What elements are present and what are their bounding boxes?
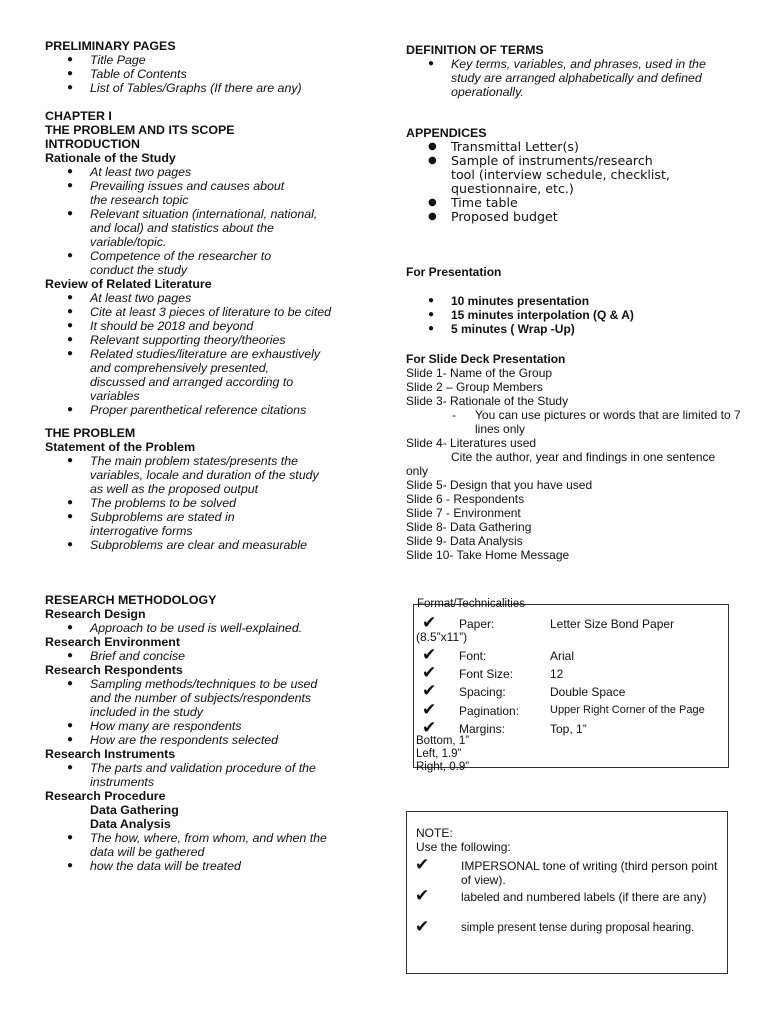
design-heading: Research Design: [45, 607, 146, 621]
procedure-list: [45, 831, 345, 873]
margin-left: Left, 1.9”: [416, 748, 462, 760]
list-item: ● The how, where, from whom, and when the data will be gathered: [67, 831, 327, 859]
preliminary-title: PRELIMINARY PAGES: [45, 39, 176, 53]
format-margins-cont: [416, 735, 469, 774]
checkmark-icon: ✔: [422, 681, 437, 700]
slide-4: Slide 4- Literatures used: [406, 436, 537, 450]
preliminary-list: [45, 53, 365, 95]
format-row-paper: ✔ Paper: Letter Size Bond Paper: [422, 613, 675, 632]
checkmark-icon: ✔: [422, 645, 437, 664]
format-row-pagination: ✔ Pagination: Upper Right Corner of the Page: [422, 700, 705, 719]
chapter-title: THE PROBLEM AND ITS SCOPE: [45, 123, 235, 137]
problem-section: [45, 426, 365, 552]
list-item: ● It should be 2018 and beyond: [67, 319, 254, 333]
procedure-sub-analysis: Data Analysis: [90, 817, 171, 831]
list-item: ● How are the respondents selected: [67, 733, 279, 747]
list-item: ● Subproblems are stated in interrogative forms: [67, 510, 235, 538]
presentation-heading: For Presentation: [406, 265, 502, 279]
list-item: ● Time table: [428, 195, 518, 210]
format-row-size: ✔ Font Size: 12: [422, 663, 564, 682]
presentation-list: [406, 294, 746, 336]
slide-6: Slide 6 - Respondents: [406, 492, 525, 506]
chapter-section: [45, 109, 365, 417]
methodology-section: [45, 593, 365, 873]
checkmark-icon: ✔: [422, 663, 437, 682]
list-item: ● The main problem states/presents the variables, locale and duration of the study as well as the proposed output: [67, 454, 319, 496]
slide-5: Slide 5- Design that you have used: [406, 478, 593, 492]
rationale-list: [45, 165, 335, 277]
review-heading: Review of Related Literature: [45, 277, 212, 291]
list-item: ● Cite at least 3 pieces of literature to be cited: [67, 305, 332, 319]
list-item: ● List of Tables/Graphs (If there are any): [67, 81, 302, 95]
statement-heading: Statement of the Problem: [45, 440, 196, 454]
list-item: ● Prevailing issues and causes about the research topic: [67, 179, 285, 207]
preliminary-section: [45, 39, 365, 95]
list-item: ● Title Page: [67, 53, 146, 67]
list-item: ● Approach to be used is well-explained.: [67, 621, 303, 635]
list-item: ● Sample of instruments/research tool (interview schedule, checklist, questionnaire, etc.): [428, 153, 670, 196]
list-item: ● The parts and validation procedure of the instruments: [67, 761, 316, 789]
list-item: ● Transmittal Letter(s): [428, 139, 579, 154]
list-item: ● Table of Contents: [67, 67, 187, 81]
note-title: NOTE:: [416, 826, 453, 840]
design-list: [45, 621, 365, 635]
appendices-list: [406, 140, 676, 224]
format-title: Format/Technicalities: [417, 598, 526, 610]
list-item: ● Relevant supporting theory/theories: [67, 333, 286, 347]
slide-10: Slide 10- Take Home Message: [406, 548, 570, 562]
procedure-sub-gathering: Data Gathering: [90, 803, 179, 817]
list-item: ● Sampling methods/techniques to be used and the number of subjects/respondents included in the study: [67, 677, 318, 719]
margin-right: Right, 0.9”: [416, 761, 470, 773]
list-item: ● how the data will be treated: [67, 859, 241, 873]
slide-deck-heading: For Slide Deck Presentation: [406, 352, 566, 366]
format-box: [413, 598, 729, 773]
slide-4-note: Cite the author, year and findings in one sentence: [451, 450, 716, 464]
environment-list: [45, 649, 365, 663]
presentation-section: [406, 265, 746, 336]
list-item: ● Key terms, variables, and phrases, used in the study are arranged alphabetically and defined operationally.: [428, 57, 706, 99]
list-item: ● 10 minutes presentation: [428, 294, 590, 308]
instruments-heading: Research Instruments: [45, 747, 176, 761]
list-item: ● Related studies/literature are exhaustively and comprehensively presented, discussed and arranged according to variables: [67, 347, 321, 403]
format-paper-cont: (8.5”x11”): [416, 630, 468, 644]
review-list: [45, 291, 365, 417]
procedure-heading: Research Procedure: [45, 789, 166, 803]
margin-bottom: Bottom, 1”: [416, 735, 470, 747]
list-item: ● Competence of the researcher to conduct the study: [67, 249, 272, 277]
statement-list: [45, 454, 345, 552]
checkmark-icon: ✔: [415, 917, 430, 936]
list-item: ● At least two pages: [67, 291, 192, 305]
slide-deck-section: [406, 352, 751, 562]
dash-bullet: -: [452, 408, 456, 422]
note-box: NOTE: Use the following: ✔ IMPERSONAL tone of writing (third person point of view). ✔ labeled and numbered labels (if there are any) ✔ simple present tense during proposal hearing.: [406, 811, 728, 974]
format-row-margins: ✔ Margins: Top, 1”: [422, 718, 587, 737]
format-row-font: ✔ Font: Arial: [422, 645, 575, 664]
respondents-heading: Research Respondents: [45, 663, 183, 677]
list-item: ● At least two pages: [67, 165, 192, 179]
instruments-list: [45, 761, 345, 789]
rationale-heading: Rationale of the Study: [45, 151, 176, 165]
list-item: ● Proper parenthetical reference citations: [67, 403, 307, 417]
environment-heading: Research Environment: [45, 635, 180, 649]
list-item: ● Proposed budget: [428, 209, 558, 224]
checkmark-icon: ✔: [422, 700, 437, 719]
definition-heading: DEFINITION OF TERMS: [406, 43, 544, 57]
list-item: ● How many are respondents: [67, 719, 242, 733]
checkmark-icon: ✔: [422, 613, 437, 632]
appendices-section: [406, 126, 726, 224]
list-item: ● The problems to be solved: [67, 496, 237, 510]
definition-list: [406, 57, 706, 99]
list-item: ● Relevant situation (international, national, and local) and statistics about the variable/topic.: [67, 207, 318, 249]
appendices-heading: APPENDICES: [406, 126, 487, 140]
slide-7: Slide 7 - Environment: [406, 506, 521, 520]
list-item: ● 5 minutes ( Wrap -Up): [428, 322, 575, 336]
slide-3: Slide 3- Rationale of the Study: [406, 394, 569, 408]
methodology-heading: RESEARCH METHODOLOGY: [45, 593, 217, 607]
note-use: Use the following:: [416, 840, 511, 854]
problem-heading: THE PROBLEM: [45, 426, 136, 440]
respondents-list: [45, 677, 335, 747]
slide-9: Slide 9- Data Analysis: [406, 534, 523, 548]
format-row-spacing: ✔ Spacing: Double Space: [422, 681, 626, 700]
checkmark-icon: ✔: [415, 886, 430, 905]
slide-4-note-cont: only: [406, 464, 429, 478]
list-item: ● Subproblems are clear and measurable: [67, 538, 307, 552]
list-item: ● Brief and concise: [67, 649, 186, 663]
definition-section: [406, 43, 726, 99]
slide-2: Slide 2 – Group Members: [406, 380, 543, 394]
slide-3-note: - You can use pictures or words that are limited to 7 lines only: [452, 408, 741, 436]
slide-1: Slide 1- Name of the Group: [406, 366, 553, 380]
checkmark-icon: ✔: [422, 718, 437, 737]
chapter-label: CHAPTER I: [45, 109, 112, 123]
checkmark-icon: ✔: [415, 855, 430, 874]
slide-8: Slide 8- Data Gathering: [406, 520, 532, 534]
list-item: ● 15 minutes interpolation (Q & A): [428, 308, 634, 322]
introduction-heading: INTRODUCTION: [45, 137, 140, 151]
